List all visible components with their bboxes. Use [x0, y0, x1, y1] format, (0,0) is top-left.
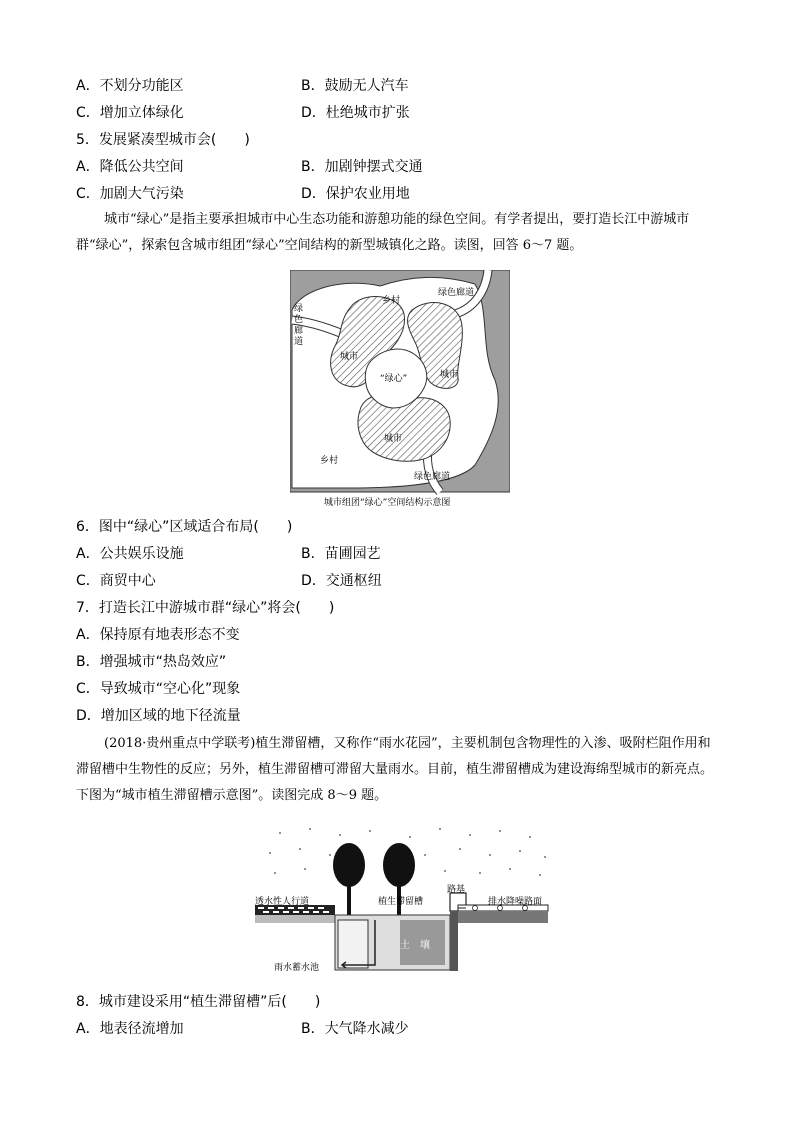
- q7-option-c: C．导致城市“空心化”现象: [76, 681, 241, 697]
- green-heart-map: [290, 270, 510, 510]
- q6-option-b: B．苗圃园艺: [301, 546, 381, 562]
- drain-label-soil: 土 壤: [400, 940, 430, 951]
- intro-paragraph-1: 城市“绿心”是指主要承担城市中心生态功能和游憩功能的绿色空间。有学者提出，要打造长江中游城市群“绿心”，探索包含城市组团“绿心”空间结构的新型城镇化之路。读图，回答 6～7 题。: [76, 212, 690, 253]
- map-label-village-bottom: 乡村: [320, 456, 339, 466]
- q4-option-d: D．杜绝城市扩张: [301, 105, 410, 121]
- q7-option-d: D．增加区域的地下径流量: [76, 708, 241, 724]
- drain-label-sidewalk: 透水性人行道: [255, 897, 310, 907]
- q6-option-d: D．交通枢纽: [301, 573, 382, 589]
- q4-option-a: A．不划分功能区: [76, 78, 184, 94]
- q5-option-b: B．加剧钟摆式交通: [301, 159, 423, 175]
- q5-option-c: C．加剧大气污染: [76, 186, 184, 202]
- map-label-green-heart: “绿心”: [380, 374, 408, 384]
- intro-paragraph-2: (2018·贵州重点中学联考)植生滞留槽，又称作“雨水花园”，主要机制包含物理性的入渗、吸附栏阻作用和滞留槽中生物性的反应；另外，植生滞留槽可滞留大量雨水。目前，植生滞留槽成为建设海绵型城市的新亮点。下图为“城市植生滞留槽示意图”。读图完成 8～9 题。: [76, 736, 714, 803]
- q8-option-b: B．大气降水减少: [301, 1021, 409, 1037]
- q4-option-b: B．鼓励无人汽车: [301, 78, 409, 94]
- q7-option-b: B．增强城市“热岛效应”: [76, 654, 227, 670]
- map-label-city-right: 城市: [440, 370, 459, 380]
- q8-stem: 8．城市建设采用“植生滞留槽”后( ): [76, 994, 321, 1010]
- q6-stem: 6．图中“绿心”区域适合布局( ): [76, 519, 293, 535]
- map-label-village-top: 乡村: [382, 296, 401, 306]
- map-label-corridor-bottom: 绿色廊道: [414, 472, 451, 482]
- q6-option-a: A．公共娱乐设施: [76, 546, 184, 562]
- map-label-city-bottom: 城市: [384, 434, 403, 444]
- q6-option-c: C．商贸中心: [76, 573, 156, 589]
- q8-option-a: A．地表径流增加: [76, 1021, 184, 1037]
- bioretention-diagram: [250, 825, 550, 975]
- q5-stem: 5．发展紧凑型城市会( ): [76, 132, 250, 148]
- q5-option-d: D．保护农业用地: [301, 186, 410, 202]
- map-label-corridor-top: 绿色廊道: [438, 288, 475, 298]
- map-label-corridor-left: 绿色廊道: [294, 304, 304, 347]
- map-caption: 城市组团“绿心”空间结构示意图: [324, 498, 451, 508]
- q4-option-c: C．增加立体绿化: [76, 105, 184, 121]
- drain-label-road: 排水降噪路面: [488, 897, 543, 907]
- q7-option-a: A．保持原有地表形态不变: [76, 627, 240, 643]
- drain-label-trough: 植生滞留槽: [378, 897, 424, 907]
- map-label-city-left: 城市: [340, 352, 359, 362]
- drain-label-pool: 雨水蓄水池: [274, 963, 320, 973]
- q7-stem: 7．打造长江中游城市群“绿心”将会( ): [76, 600, 335, 616]
- q5-option-a: A．降低公共空间: [76, 159, 184, 175]
- drain-label-roadbed: 路基: [447, 885, 466, 895]
